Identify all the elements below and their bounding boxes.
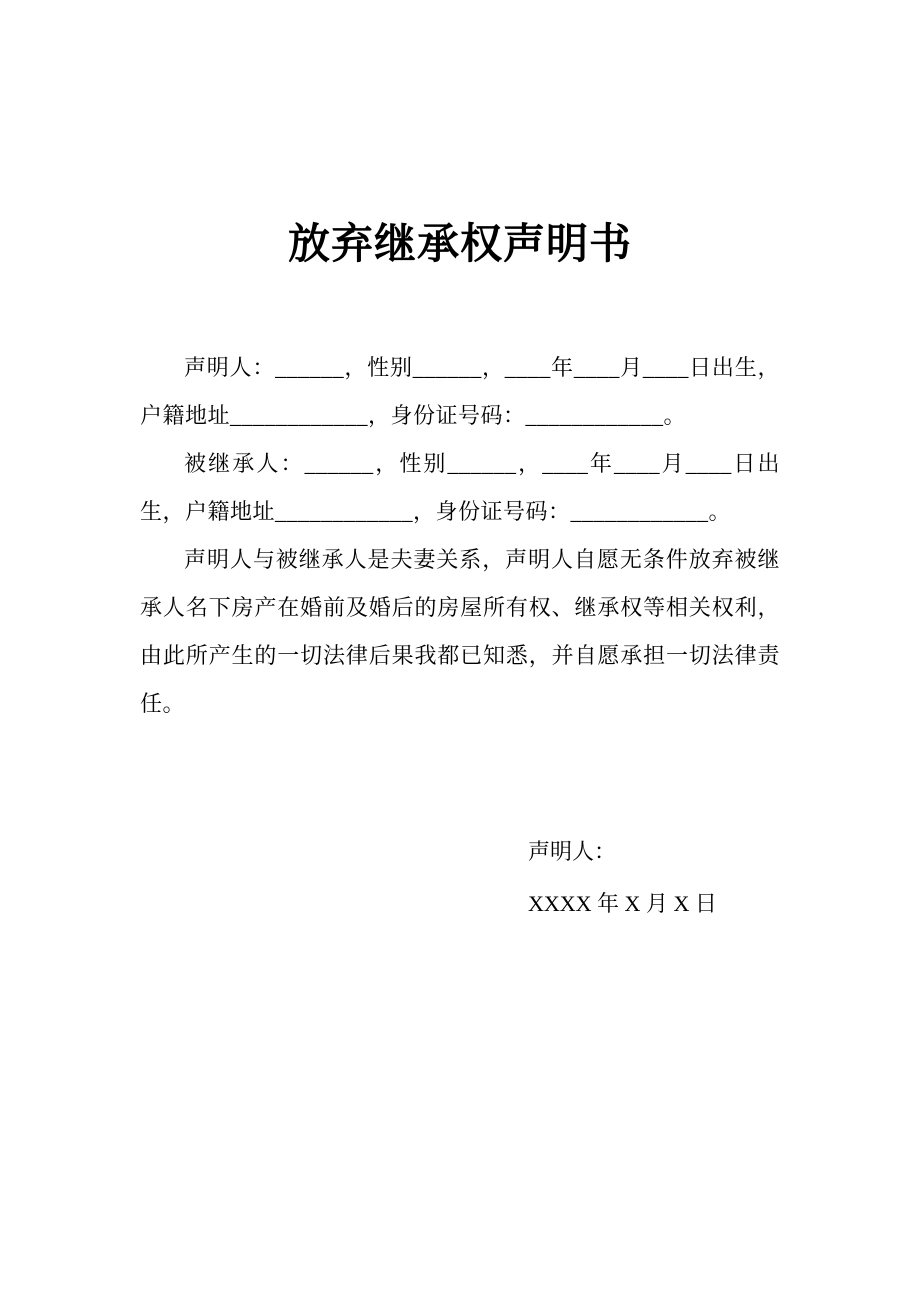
paragraph-decedent-info: 被继承人：______，性别______，____年____月____日出生，户籍地址____________，身份证号码：____________。	[140, 451, 780, 524]
paragraph-declaration-statement: 声明人与被继承人是夫妻关系，声明人自愿无条件放弃被继承人名下房产在婚前及婚后的房屋所有权、继承权等相关权利，由此所产生的一切法律后果我都已知悉，并自愿承担一切法律责任。	[140, 547, 780, 716]
paragraph-declarant-info: 声明人：______，性别______，____年____月____日出生，户籍地址____________，身份证号码：____________。	[140, 355, 780, 428]
document-title: 放弃继承权声明书	[287, 222, 632, 268]
document-body	[140, 344, 780, 930]
signature-declarant-label: 声明人：	[528, 839, 617, 864]
signature-block	[528, 826, 780, 930]
signature-date: XXXX 年 X 月 X 日	[528, 891, 717, 916]
paragraphs-section	[140, 344, 780, 728]
